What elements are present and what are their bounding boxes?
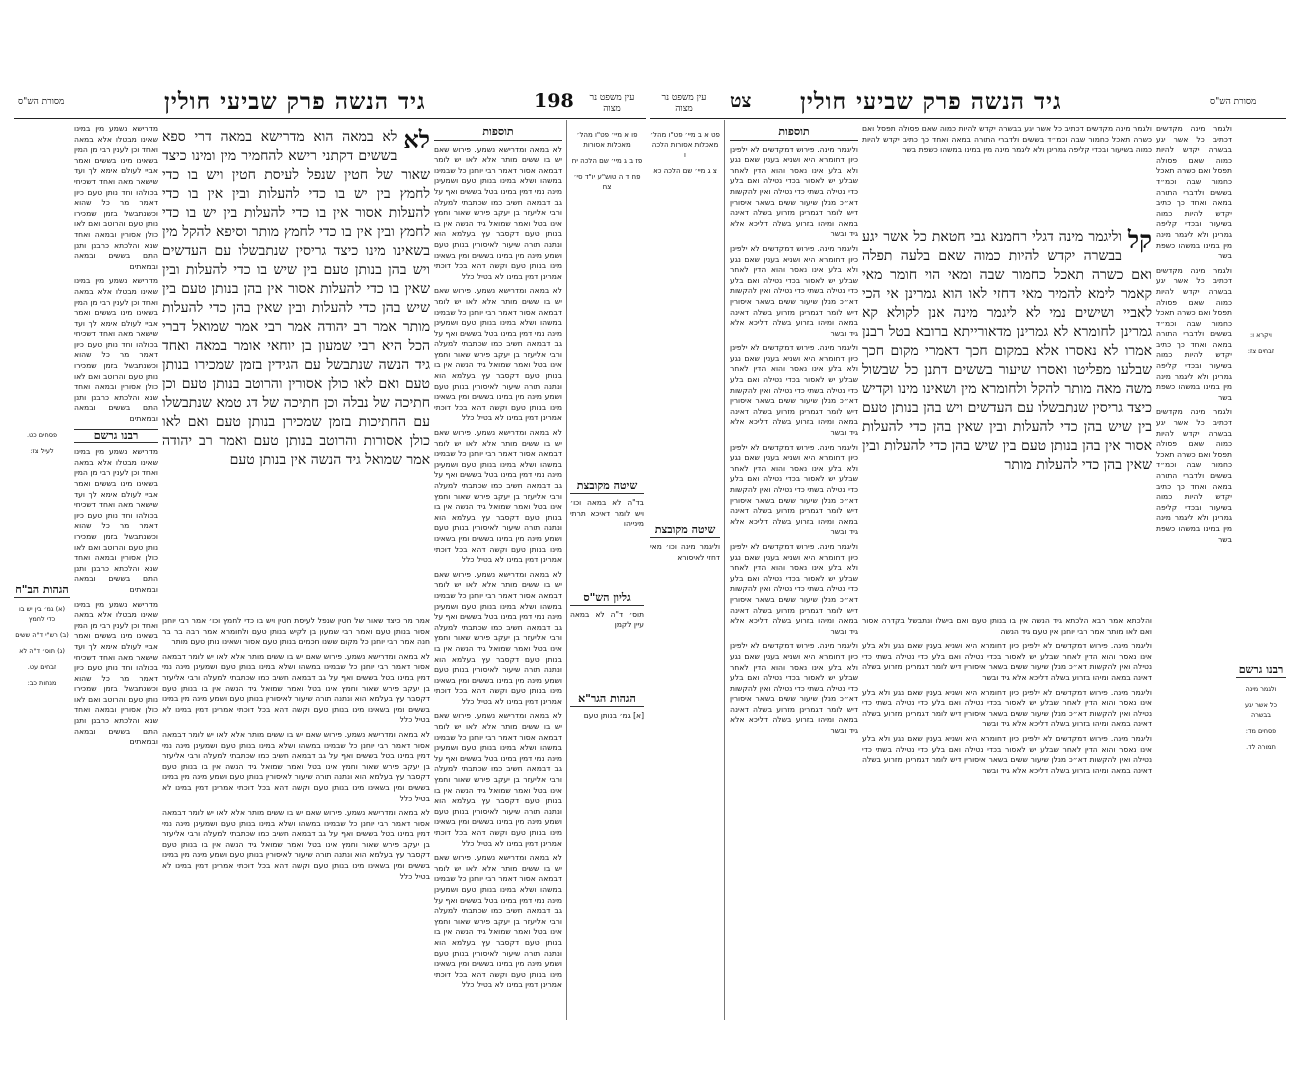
left-hagahot-note: (ג) תוס׳ ד"ה לא	[19, 647, 65, 655]
right-shita-label: שיטה מקובצת	[650, 525, 720, 538]
right-gemara-lower-commentary	[862, 616, 1152, 1016]
right-margin-note: ולגמר מינה	[1245, 685, 1277, 693]
left-tosafot-text-repeat: לא במאה ומדרישא נשמע. פירוש שאם יש בו ששים מותר אלא לאו יש לומר דבמאה אסור דאמר רבי יוחנן כל שבמינו במשהו ושלא במינו בנותן טעם ושמעינן מינה נמי דמין במינו בטל בששים ואף על גב דבמאה חשיב כמו שכתבתי למעלה ורבי אליעזר בן יעקב פירש שאור וחמץ אינו בטל ואמר שמואל גיד הנשה אין בו בנותן טעם דקסבר עץ בעלמא הוא ונתנה תורה שיעור לאיסורין בנותן טעם ושמע מינה מין במינו בששים ומין בשאינו מינו בנותן טעם וקשה דהא בכל דוכתי אמרינן דמין במינו לא בטיל כלל	[434, 428, 562, 565]
left-tosafot-text-repeat: לא במאה ומדרישא נשמע. פירוש שאם יש בו ששים מותר אלא לאו יש לומר דבמאה אסור דאמר רבי יוחנן כל שבמינו במשהו ושלא במינו בנותן טעם ושמעינן מינה נמי דמין במינו בטל בששים ואף על גב דבמאה חשיב כמו שכתבתי למעלה ורבי אליעזר בן יעקב פירש שאור וחמץ אינו בטל ואמר שמואל גיד הנשה אין בו בנותן טעם דקסבר עץ בעלמא הוא ונתנה תורה שיעור לאיסורין בנותן טעם ושמע מינה מין במינו בששים ומין בשאינו מינו בנותן טעם וקשה דהא בכל דוכתי אמרינן דמין במינו לא בטיל כלל	[434, 569, 562, 706]
left-ein-mishpat-label: עין משפט נר מצוה	[589, 93, 635, 114]
right-tosafot-text-repeat: וליגמר מינה. פירוש דמקדשים לא ילפינן כיון דחומרא היא ושניא בענין שאם נגע ולא בלע אינו נאסר והוא הדין לאחר שבלע יש לאסור בכדי נטילה ואם בלע כדי נטילה בשתי כדי נטילה ואין להקשות דא״כ מנלן שיעור ששים בשאר איסורין דיש לומר דגמרינן מזרוע בשלה דאינה במאה ומיהו בזרוע בשלה דליכא אלא גיד ובשר	[730, 541, 858, 636]
right-tosafot-text-repeat: וליגמר מינה. פירוש דמקדשים לא ילפינן כיון דחומרא היא ושניא בענין שאם נגע ולא בלע אינו נאסר והוא הדין לאחר שבלע יש לאסור בכדי נטילה ואם בלע כדי נטילה בשתי כדי נטילה ואין להקשות דא״כ מנלן שיעור ששים בשאר איסורין דיש לומר דגמרינן מזרוע בשלה דאינה במאה ומיהו בזרוע בשלה דליכא אלא גיד ובשר	[730, 243, 858, 338]
left-gemara-column	[162, 128, 430, 608]
left-masoret-label: מסורת הש"ס	[18, 97, 65, 107]
right-rashi-column	[1156, 124, 1232, 1024]
right-shita-text: וליגמר מינה וכו׳ מאי דחזי לאיסורא	[650, 542, 720, 562]
left-tosafot-column	[434, 124, 562, 1024]
left-gilyon-label: גליון הש"ס	[570, 593, 644, 606]
left-rashi-text: מדרישא נשמע מין במינו שאינו מבטלו אלא במאה ואחד וכן לענין רבי מן המין בשאינו מינו בששים ואמר אביי לעולם אימא לך ועד שישאר מאה ואחד דשכיחי בכולהו וחד נותן טעם כיון דאמר מר כל שהוא וכשנתבשל בזמן שמכירו נותן טעם והרוטב ואם לאו כולן אסורין ובמאה ואחד שנא והלכתא כרבנן ותנן התם בששים ובמאה ובמאתים	[74, 124, 158, 271]
left-page-title: גיד הנשה פרק שביעי חולין	[164, 88, 426, 115]
left-rashi-text-repeat: מדרישא נשמע מין במינו שאינו מבטלו אלא במאה ואחד וכן לענין רבי מן המין בשאינו מינו בששים ואמר אביי לעולם אימא לך ועד שישאר מאה ואחד דשכיחי בכולהו וחד נותן טעם כיון דאמר מר כל שהוא וכשנתבשל בזמן שמכירו נותן טעם והרוטב ואם לאו כולן אסורין ובמאה ואחד שנא והלכתא כרבנן ותנן התם בששים ובמאה ובמאתים	[74, 599, 158, 747]
left-tosafot-label: תוספות	[434, 127, 562, 141]
right-rashi-text-repeat: ולגמר מינה מקדשים דכתיב כל אשר יגע בבשרה יקדש להיות כמוה שאם פסולה תפסל ואם כשרה תאכל כחמור שבה וכמ״ד בששים ולדברי התורה במאה ואחד כך כתיב יקדש להיות כמוה בשיעור ובכדי קליפה גמרינן ולא ליגמר מינה מין במינו במשהו כשפת בשר	[1156, 265, 1232, 402]
right-tosafot-lower: וליגמר מינה. פירוש דמקדשים לא ילפינן כיון דחומרא היא ושניא בענין שאם נגע ולא בלע אינו נאסר והוא הדין לאחר שבלע יש לאסור בכדי נטילה ואם בלע כדי נטילה בשתי כדי נטילה ואין להקשות דא״כ מנלן שיעור ששים בשאר איסורין דיש לומר דגמרינן מזרוע בשלה דאינה במאה ומיהו בזרוע בשלה דליכא אלא גיד ובשר	[862, 641, 1152, 682]
left-ein-mishpat-note: פז ב ג מיי׳ שם הלכה יח	[571, 157, 643, 165]
right-masoret-label: מסורת הש"ס	[1210, 97, 1257, 107]
right-ein-mishpat-note: צ ג מיי׳ שם הלכה כא	[653, 167, 717, 175]
left-gilyon-text: תוס׳ ד"ה לא במאה עיין לקמן	[570, 609, 644, 629]
right-folio: צט	[730, 90, 752, 112]
left-tosafot-lower: לא במאה ומדרישא נשמע. פירוש שאם יש בו ששים מותר אלא לאו יש לומר דבמאה אסור דאמר רבי יוחנן כל שבמינו במשהו ושלא במינו בנותן טעם ושמעינן מינה נמי דמין במינו בטל בששים ואף על גב דבמאה חשיב כמו שכתבתי למעלה ורבי אליעזר בן יעקב פירש שאור וחמץ אינו בטל ואמר שמואל גיד הנשה אין בו בנותן טעם דקסבר עץ בעלמא הוא ונתנה תורה שיעור לאיסורין בנותן טעם ושמע מינה מין במינו בששים ומין בשאינו מינו בנותן טעם וקשה דהא בכל דוכתי אמרינן דמין במינו לא בטיל כלל	[162, 808, 430, 881]
left-tosafot-text-repeat: לא במאה ומדרישא נשמע. פירוש שאם יש בו ששים מותר אלא לאו יש לומר דבמאה אסור דאמר רבי יוחנן כל שבמינו במשהו ושלא במינו בנותן טעם ושמעינן מינה נמי דמין במינו בטל בששים ואף על גב דבמאה חשיב כמו שכתבתי למעלה ורבי אליעזר בן יעקב פירש שאור וחמץ אינו בטל ואמר שמואל גיד הנשה אין בו בנותן טעם דקסבר עץ בעלמא הוא ונתנה תורה שיעור לאיסורין בנותן טעם ושמע מינה מין במינו בששים ומין בשאינו מינו בנותן טעם וקשה דהא בכל דוכתי אמרינן דמין במינו לא בטיל כלל	[434, 853, 562, 990]
right-rashi-text: ולגמר מינה מקדשים דכתיב כל אשר יגע בבשרה יקדש להיות כמוה שאם פסולה תפסל ואם כשרה תאכל כחמור שבה וכמ״ד בששים ולדברי התורה במאה ואחד כך כתיב יקדש להיות כמוה בשיעור ובכדי קליפה גמרינן ולא ליגמר מינה מין במינו במשהו כשפת בשר	[1156, 124, 1232, 261]
left-hagahot-note: (ב) רש"י ד"ה ששים	[15, 631, 69, 639]
right-margin-note: כל אשר יגע בבשרה	[1244, 701, 1278, 719]
left-gemara-text: לא במאה הוא מדרישא במאה דרי ספא בששים דקתני רישא להחמיר מין ומינו כיצד שאור של חטין שנפל לעיסת חטין ויש בו כדי לחמץ בין יש בו כדי להעלות ובין אין בו כדי להעלות אסור אין בו כדי להעלות בין יש בו כדי לחמץ ובין אין בו כדי לחמץ מותר וסיפא להקל מין בשאינו מינו כיצד גריסין שנתבשלו עם העדשים ויש בהן בנותן טעם בין שיש בו כדי להעלות ובין שאין בו כדי להעלות אסור אין בהן בנותן טעם בין שיש בהן כדי להעלות ובין שאין בהן כדי להעלות מותר אמר רב יהודה אמר רבי אמר שמואל דברי הכל היא רבי שמעון בן יוחאי אומר במאה ואחד גיד הנשה שנתבשל עם הגידין בזמן שמכירו בנותן טעם ואם לאו כולן אסורין והרוטב בנותן טעם וכן חתיכה של נבלה וכן חתיכה של דג טמא שנתבשלו עם החתיכות בזמן שמכירן בנותן טעם ואם לאו כולן אסורות והרוטב בנותן טעם ואמר רב יהודה אמר שמואל גיד הנשה אין בנותן טעם	[162, 129, 430, 468]
right-tosafot-text-repeat: וליגמר מינה. פירוש דמקדשים לא ילפינן כיון דחומרא היא ושניא בענין שאם נגע ולא בלע אינו נאסר והוא הדין לאחר שבלע יש לאסור בכדי נטילה ואם בלע כדי נטילה בשתי כדי נטילה ואין להקשות דא״כ מנלן שיעור ששים בשאר איסורין דיש לומר דגמרינן מזרוע בשלה דאינה במאה ומיהו בזרוע בשלה דליכא אלא גיד ובשר	[730, 442, 858, 537]
right-masoret-note: פסחים מד:	[1245, 727, 1277, 735]
left-vrule-right	[566, 120, 567, 1020]
left-tosafot-text: לא במאה ומדרישא נשמע. פירוש שאם יש בו ששים מותר אלא לאו יש לומר דבמאה אסור דאמר רבי יוחנן כל שבמינו במשהו ושלא במינו בנותן טעם ושמעינן מינה נמי דמין במינו בטל בששים ואף על גב דבמאה חשיב כמו שכתבתי למעלה ורבי אליעזר בן יעקב פירש שאור וחמץ אינו בטל ואמר שמואל גיד הנשה אין בו בנותן טעם דקסבר עץ בעלמא הוא ונתנה תורה שיעור לאיסורין בנותן טעם ושמע מינה מין במינו בששים ומין בשאינו מינו בנותן טעם וקשה דהא בכל דוכתי אמרינן דמין במינו לא בטיל כלל	[434, 144, 562, 281]
right-gemara-opener: קל	[1127, 228, 1152, 254]
right-tosafot-text-repeat: וליגמר מינה. פירוש דמקדשים לא ילפינן כיון דחומרא היא ושניא בענין שאם נגע ולא בלע אינו נאסר והוא הדין לאחר שבלע יש לאסור בכדי נטילה ואם בלע כדי נטילה בשתי כדי נטילה ואין להקשות דא״כ מנלן שיעור ששים בשאר איסורין דיש לומר דגמרינן מזרוע בשלה דאינה במאה ומיהו בזרוע בשלה דליכא אלא גיד ובשר	[730, 641, 858, 736]
right-ein-mishpat-note: פט א ב מיי׳ פט"ו מהל׳ מאכלות אסורות הלכה ו	[650, 131, 720, 159]
left-gemara-opener: לא	[403, 128, 430, 154]
left-rashi-text-repeat: מדרישא נשמע מין במינו שאינו מבטלו אלא במאה ואחד וכן לענין רבי מן המין בשאינו מינו בששים ואמר אביי לעולם אימא לך ועד שישאר מאה ואחד דשכיחי בכולהו וחד נותן טעם כיון דאמר מר כל שהוא וכשנתבשל בזמן שמכירו נותן טעם והרוטב ואם לאו כולן אסורין ובמאה ואחד שנא והלכתא כרבנן ותנן התם בששים ובמאה ובמאתים	[74, 447, 158, 594]
left-rashi-column	[74, 124, 158, 1024]
left-gemara-text-2: אמר מר כיצד שאור של חטין שנפל לעיסת חטין ויש בו כדי לחמץ וכו׳ אמר רבי יוחנן אסור בנותן טעם ואמר רבי שמעון בן לקיש בנותן טעם ולחומרא אמר רבה בר בר חנה אמר רבי יוחנן כל מקום ששנו חכמים בנותן טעם אסור ושאינו נותן טעם מותר	[162, 616, 430, 647]
left-shita-label: שיטה מקובצת	[570, 481, 644, 494]
right-vrule-left	[724, 120, 725, 1020]
left-masoret-note: מנחות כב:	[27, 679, 57, 687]
left-ein-mishpat-column	[570, 124, 644, 1024]
right-ein-mishpat-column	[650, 124, 720, 1024]
right-rashi-label: רבנו גרשם	[1236, 665, 1286, 678]
left-page	[14, 88, 646, 1028]
right-gemara-text-2: והלכתא אמר רבא הלכתא גיד הנשה אין בו בנותן טעם ואם בישלו ונתבשל בקדרה אסור ואם לאו מותר אמר רבי יוחנן אין טעם גיד הנשה	[862, 616, 1152, 636]
left-masoret-note: פסחים כט.	[26, 431, 58, 439]
right-masoret-column	[1236, 124, 1286, 1024]
left-tosafot-lower: לא במאה ומדרישא נשמע. פירוש שאם יש בו ששים מותר אלא לאו יש לומר דבמאה אסור דאמר רבי יוחנן כל שבמינו במשהו ושלא במינו בנותן טעם ושמעינן מינה נמי דמין במינו בטל בששים ואף על גב דבמאה חשיב כמו שכתבתי למעלה ורבי אליעזר בן יעקב פירש שאור וחמץ אינו בטל ואמר שמואל גיד הנשה אין בו בנותן טעם דקסבר עץ בעלמא הוא ונתנה תורה שיעור לאיסורין בנותן טעם ושמע מינה מין במינו בששים ומין בשאינו מינו בנותן טעם וקשה דהא בכל דוכתי אמרינן דמין במינו לא בטיל כלל	[162, 651, 430, 725]
right-running-head	[650, 88, 1286, 118]
right-masoret-note: זבחים צז:	[1247, 347, 1275, 355]
right-gemara-column	[862, 228, 1152, 608]
left-tosafot-text-repeat: לא במאה ומדרישא נשמע. פירוש שאם יש בו ששים מותר אלא לאו יש לומר דבמאה אסור דאמר רבי יוחנן כל שבמינו במשהו ושלא במינו בנותן טעם ושמעינן מינה נמי דמין במינו בטל בששים ואף על גב דבמאה חשיב כמו שכתבתי למעלה ורבי אליעזר בן יעקב פירש שאור וחמץ אינו בטל ואמר שמואל גיד הנשה אין בו בנותן טעם דקסבר עץ בעלמא הוא ונתנה תורה שיעור לאיסורין בנותן טעם ושמע מינה מין במינו בששים ומין בשאינו מינו בנותן טעם וקשה דהא בכל דוכתי אמרינן דמין במינו לא בטיל כלל	[434, 286, 562, 423]
left-ein-mishpat-note: פח ד ה טוש"ע יו"ד סי׳ צח	[573, 173, 641, 191]
left-ein-mishpat-note: פו א מיי׳ פט"ו מהל׳ מאכלות אסורות	[576, 131, 638, 149]
left-tosafot-text-repeat: לא במאה ומדרישא נשמע. פירוש שאם יש בו ששים מותר אלא לאו יש לומר דבמאה אסור דאמר רבי יוחנן כל שבמינו במשהו ושלא במינו בנותן טעם ושמעינן מינה נמי דמין במינו בטל בששים ואף על גב דבמאה חשיב כמו שכתבתי למעלה ורבי אליעזר בן יעקב פירש שאור וחמץ אינו בטל ואמר שמואל גיד הנשה אין בו בנותן טעם דקסבר עץ בעלמא הוא ונתנה תורה שיעור לאיסורין בנותן טעם ושמע מינה מין במינו בששים ומין בשאינו מינו בנותן טעם וקשה דהא בכל דוכתי אמרינן דמין במינו לא בטיל כלל	[434, 711, 562, 848]
left-hagahot-text: [א] גמ׳ בנותן טעם	[583, 710, 644, 720]
right-gemara-text: וליגמר מינה דגלי רחמנא גבי חטאת כל אשר יגע בבשרה יקדש להיות כמוה שאם בלעה תפלה ואם כשרה תאכל כחמור שבה ומאי הוי חומר מאי קאמר לימא להמיר מאי דחזי לאו הוא גמרינן אי הכי לאביי ושישים נמי לא ליגמר מינה אנן לקולא קא גמרינן לחומרא לא גמרינן מדאורייתא ברובא בטל רבנן אמרו לא נאסרו אלא במקום חכך דאמרי מקום חכך שבלעו מפליטו ואסרו שיעור בששים דתנן כל שבשול משה מאה מותר להקל ולחומרא מין ושאינו מינו וקדיש כיצד גריסין שנתבשלו עם העדשים ויש בהן בנותן טעם בין שיש בהן כדי להעלות ובין שאין בהן כדי להעלות אסור אין בהן בנותן טעם בין שיש בהן כדי להעלות ובין שאין בהן כדי להעלות מותר	[862, 229, 1152, 473]
right-tosafot-lower: וליגמר מינה. פירוש דמקדשים לא ילפינן כיון דחומרא היא ושניא בענין שאם נגע ולא בלע אינו נאסר והוא הדין לאחר שבלע יש לאסור בכדי נטילה ואם בלע כדי נטילה בשתי כדי נטילה ואין להקשות דא״כ מנלן שיעור ששים בשאר איסורין דיש לומר דגמרינן מזרוע בשלה דאינה במאה ומיהו בזרוע בשלה דליכא אלא גיד ובשר	[862, 687, 1152, 729]
right-tosafot-column	[730, 124, 858, 1024]
left-masoret-note: זבחים עט.	[27, 663, 57, 671]
left-rashi-text-repeat: מדרישא נשמע מין במינו שאינו מבטלו אלא במאה ואחד וכן לענין רבי מן המין בשאינו מינו בששים ואמר אביי לעולם אימא לך ועד שישאר מאה ואחד דשכיחי בכולהו וחד נותן טעם כיון דאמר מר כל שהוא וכשנתבשל בזמן שמכירו נותן טעם והרוטב ואם לאו כולן אסורין ובמאה ואחד שנא והלכתא כרבנן ותנן התם בששים ובמאה ובמאתים	[74, 276, 158, 424]
right-rashi-text-repeat: ולגמר מינה מקדשים דכתיב כל אשר יגע בבשרה יקדש להיות כמוה שאם פסולה תפסל ואם כשרה תאכל כחמור שבה וכמ״ד בששים ולדברי התורה במאה ואחד כך כתיב יקדש להיות כמוה בשיעור ובכדי קליפה גמרינן ולא ליגמר מינה מין במינו במשהו כשפת בשר	[1156, 407, 1232, 544]
left-running-head	[14, 88, 646, 118]
left-rashi-label: רבנו גרשם	[74, 429, 158, 444]
right-gemara-upper-commentary	[862, 124, 1152, 224]
left-hagahot-note: (א) גמ׳ בין יש בו כדי לחמץ	[18, 605, 66, 623]
left-shita-text: בד"ה לא במאה וכו׳ ויש לומר דאיכא תרתי מינייהו	[570, 498, 644, 528]
right-tosafot-text-repeat: וליגמר מינה. פירוש דמקדשים לא ילפינן כיון דחומרא היא ושניא בענין שאם נגע ולא בלע אינו נאסר והוא הדין לאחר שבלע יש לאסור בכדי נטילה ואם בלע כדי נטילה בשתי כדי נטילה ואין להקשות דא״כ מנלן שיעור ששים בשאר איסורין דיש לומר דגמרינן מזרוע בשלה דאינה במאה ומיהו בזרוע בשלה דליכא אלא גיד ובשר	[730, 343, 858, 438]
right-page	[650, 88, 1286, 1028]
left-hagahot-label: הגהות הגר"א	[570, 694, 644, 707]
left-gemara-lower-commentary	[162, 616, 430, 1016]
right-page-title: גיד הנשה פרק שביעי חולין	[800, 88, 1062, 115]
right-masoret-note: תמורה לד.	[1246, 743, 1276, 751]
left-hagahot-bach-label: הגהות הב"ח	[15, 583, 69, 596]
right-ein-mishpat-label: עין משפט נר מצוה	[661, 93, 707, 114]
left-masoret-column	[14, 124, 70, 1024]
right-tosafot-lower: וליגמר מינה. פירוש דמקדשים לא ילפינן כיון דחומרא היא ושניא בענין שאם נגע ולא בלע אינו נאסר והוא הדין לאחר שבלע יש לאסור בכדי נטילה ואם בלע כדי נטילה בשתי כדי נטילה ואין להקשות דא״כ מנלן שיעור ששים בשאר איסורין דיש לומר דגמרינן מזרוע בשלה דאינה במאה ומיהו בזרוע בשלה דליכא אלא גיד ובשר	[862, 733, 1152, 775]
right-tosafot-text: וליגמר מינה. פירוש דמקדשים לא ילפינן כיון דחומרא היא ושניא בענין שאם נגע ולא בלע אינו נאסר והוא הדין לאחר שבלע יש לאסור בכדי נטילה ואם בלע כדי נטילה בשתי כדי נטילה ואין להקשות דא״כ מנלן שיעור ששים בשאר איסורין דיש לומר דגמרינן מזרוע בשלה דאינה במאה ומיהו בזרוע בשלה דליכא אלא גיד ובשר	[730, 144, 858, 239]
left-tosafot-lower: לא במאה ומדרישא נשמע. פירוש שאם יש בו ששים מותר אלא לאו יש לומר דבמאה אסור דאמר רבי יוחנן כל שבמינו במשהו ושלא במינו בנותן טעם ושמעינן מינה נמי דמין במינו בטל בששים ואף על גב דבמאה חשיב כמו שכתבתי למעלה ורבי אליעזר בן יעקב פירש שאור וחמץ אינו בטל ואמר שמואל גיד הנשה אין בו בנותן טעם דקסבר עץ בעלמא הוא ונתנה תורה שיעור לאיסורין בנותן טעם ושמע מינה מין במינו בששים ומין בשאינו מינו בנותן טעם וקשה דהא בכל דוכתי אמרינן דמין במינו לא בטיל כלל	[162, 729, 430, 803]
right-masoret-note: ויקרא ו:	[1250, 331, 1272, 339]
right-rashi-upper: ולגמר מינה מקדשים דכתיב כל אשר יגע בבשרה יקדש להיות כמוה שאם פסולה תפסל ואם כשרה תאכל כחמור שבה וכמ״ד בששים ולדברי התורה במאה ואחד כך כתיב יקדש להיות כמוה בשיעור ובכדי קליפה גמרינן ולא ליגמר מינה מין במינו במשהו כשפת בשר	[862, 124, 1152, 155]
right-tosafot-label: תוספות	[730, 127, 858, 141]
left-head-rule	[14, 118, 646, 119]
left-masoret-note: לעיל צז:	[30, 447, 54, 455]
right-head-rule	[650, 118, 1286, 119]
left-folio: 198	[534, 90, 574, 112]
